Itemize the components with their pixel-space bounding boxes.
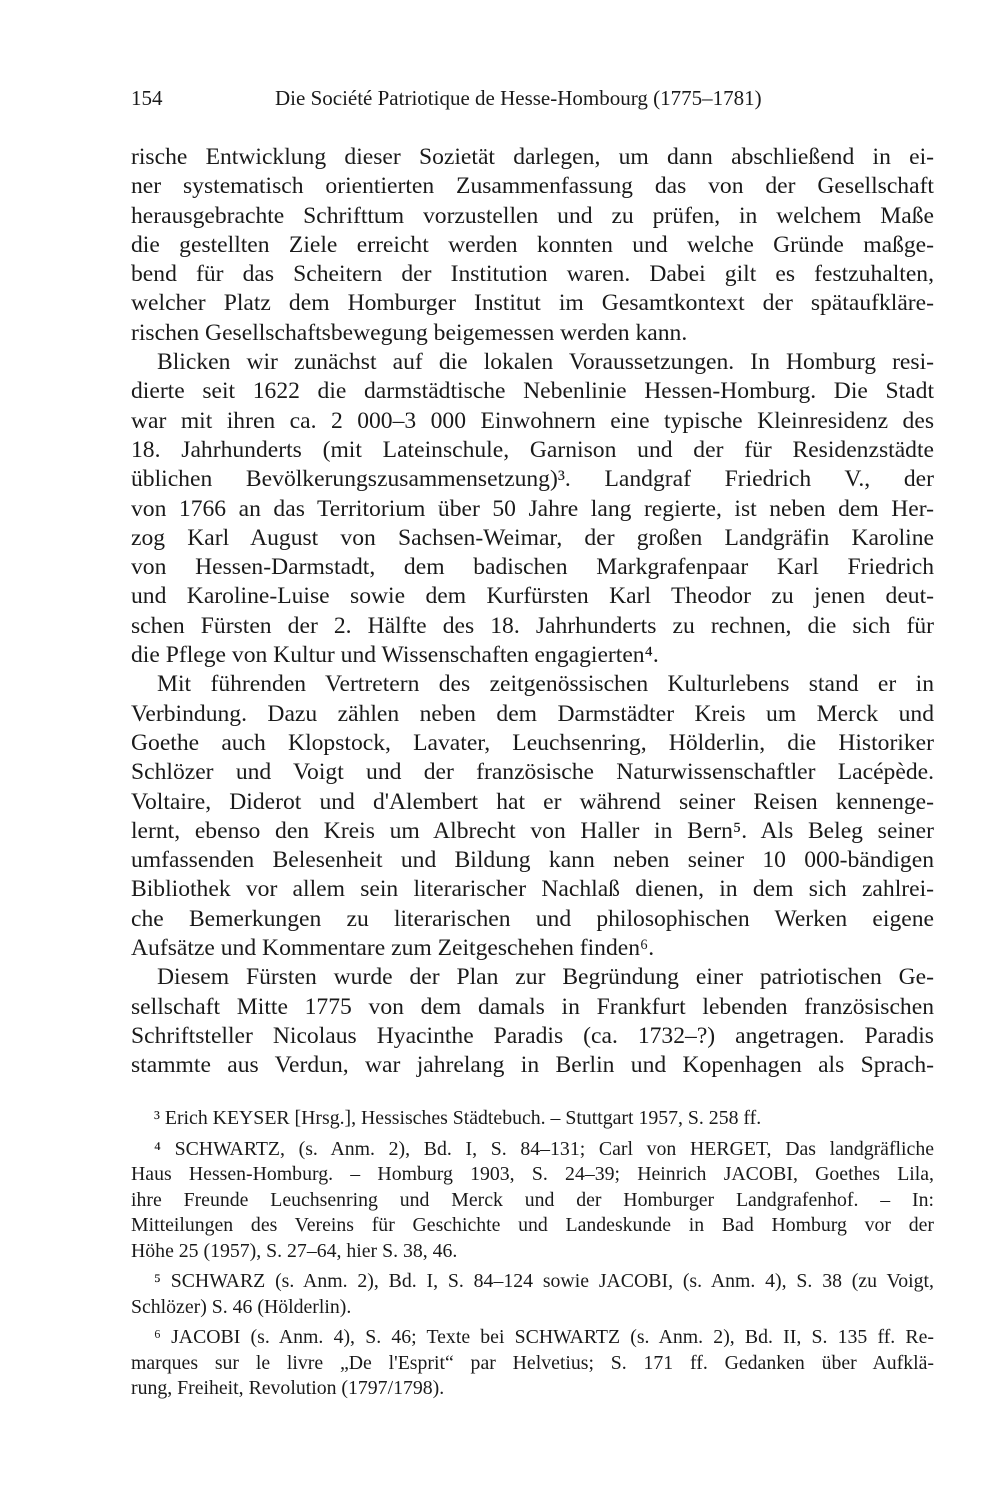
text-line: Mit führenden Vertretern des zeitgenössischen Kulturlebens stand er in — [157, 671, 934, 698]
paragraph — [131, 670, 934, 963]
text-line: welcher Platz dem Homburger Institut im Gesamtkontext der spätaufkläre- — [131, 290, 934, 317]
text-line: Diesem Fürsten wurde der Plan zur Begründung einer patriotischen Ge- — [157, 964, 934, 991]
text-line: Voltaire, Diderot und d'Alembert hat er während seiner Reisen kennenge- — [131, 788, 934, 815]
text-line: rische Entwicklung dieser Sozietät darlegen, um dann abschließend in ei- — [131, 144, 934, 170]
running-title: Die Société Patriotique de Hesse-Hombourg (1775–1781) — [275, 86, 762, 110]
text-line: von Hessen-Darmstadt, dem badischen Markgrafenpaar Karl Friedrich — [131, 554, 934, 581]
text-line: war mit ihren ca. 2 000–3 000 Einwohnern eine typische Kleinresidenz des — [131, 407, 934, 434]
footnote-line: ⁵ SCHWARZ (s. Anm. 2), Bd. I, S. 84–124 sowie JACOBI, (s. Anm. 4), S. 38 (zu Voigt, — [154, 1270, 934, 1292]
text-line: Schriftsteller Nicolaus Hyacinthe Paradis (ca. 1732–?) angetragen. Paradis — [131, 1022, 934, 1049]
text-line: Goethe auch Klopstock, Lavater, Leuchsenring, Hölderlin, die Historiker — [131, 729, 934, 756]
footnote-line: Haus Hessen-Homburg. – Homburg 1903, S. 24–39; Heinrich JACOBI, Goethes Lila, — [131, 1163, 934, 1185]
footnote — [131, 1137, 934, 1265]
footnote-line: ihre Freunde Leuchsenring und Merck und der Homburger Landgrafenhof. – In: — [131, 1188, 934, 1211]
text-line: umfassenden Belesenheit und Bildung kann neben seiner 10 000-bändigen — [131, 847, 934, 874]
text-line: che Bemerkungen zu literarischen und philosophischen Werken eigene — [131, 905, 934, 932]
page-number: 154 — [131, 86, 163, 110]
text-line: und Karoline-Luise sowie dem Kurfürsten Karl Theodor zu jenen deut- — [131, 583, 934, 610]
text-line: dierte seit 1622 die darmstädtische Nebenlinie Hessen-Homburg. Die Stadt — [131, 378, 934, 405]
text-line: die gestellten Ziele erreicht werden konnten und welche Gründe maßge- — [131, 231, 934, 258]
text-line: Aufsätze und Kommentare zum Zeitgeschehen finden⁶. — [131, 935, 655, 962]
text-line: üblichen Bevölkerungszusammensetzung)³. Landgraf Friedrich V., der — [131, 466, 934, 493]
text-line: Verbindung. Dazu zählen neben dem Darmstädter Kreis um Merck und — [131, 700, 934, 727]
footnote-line: ³ Erich KEYSER [Hrsg.], Hessisches Städtebuch. – Stuttgart 1957, S. 258 ff. — [154, 1107, 762, 1129]
text-line: Schlözer und Voigt und der französische Naturwissenschaftler Lacépède. — [131, 759, 934, 786]
text-line: sellschaft Mitte 1775 von dem damals in Frankfurt lebenden französischen — [131, 993, 934, 1020]
text-line: stammte aus Verdun, war jahrelang in Berlin und Kopenhagen als Sprach- — [131, 1052, 934, 1079]
text-line: die Pflege von Kultur und Wissenschaften engagierten⁴. — [131, 642, 659, 669]
text-line: schen Fürsten der 2. Hälfte des 18. Jahrhunderts zu rechnen, die sich für — [131, 612, 934, 639]
footnote-line: Höhe 25 (1957), S. 27–64, hier S. 38, 46. — [131, 1239, 458, 1262]
paragraph — [131, 143, 934, 348]
paragraph — [131, 963, 934, 1080]
footnote-line: ⁶ JACOBI (s. Anm. 4), S. 46; Texte bei SCHWARTZ (s. Anm. 2), Bd. II, S. 135 ff. Re- — [154, 1326, 934, 1348]
footnote — [131, 1325, 934, 1402]
body-text — [131, 143, 934, 1081]
footnote-line: rung, Freiheit, Revolution (1797/1798). — [131, 1377, 445, 1399]
text-line: zog Karl August von Sachsen-Weimar, der großen Landgräfin Karoline — [131, 524, 934, 551]
text-line: herausgebrachte Schrifttum vorzustellen und zu prüfen, in welchem Maße — [131, 202, 934, 229]
footnote-line: Schlözer) S. 46 (Hölderlin). — [131, 1295, 352, 1318]
footnote-line: ⁴ SCHWARTZ, (s. Anm. 2), Bd. I, S. 84–131; Carl von HERGET, Das landgräfliche — [154, 1137, 934, 1160]
text-line: bend für das Scheitern der Institution waren. Dabei gilt es festzuhalten, — [131, 261, 934, 288]
footnote-line: Mitteilungen des Vereins für Geschichte und Landeskunde in Bad Homburg vor der — [131, 1214, 934, 1236]
text-line: rischen Gesellschaftsbewegung beigemessen werden kann. — [131, 319, 688, 346]
footnote — [131, 1269, 934, 1320]
text-line: Blicken wir zunächst auf die lokalen Voraussetzungen. In Homburg resi- — [157, 349, 934, 376]
text-line: ner systematisch orientierten Zusammenfassung das von der Gesellschaft — [131, 173, 934, 200]
text-line: 18. Jahrhunderts (mit Lateinschule, Garnison und der für Residenzstädte — [131, 436, 934, 463]
text-line: Bibliothek vor allem sein literarischer Nachlaß dienen, in dem sich zahlrei- — [131, 876, 934, 903]
paragraph — [131, 348, 934, 670]
text-line: lernt, ebenso den Kreis um Albrecht von Haller in Bern⁵. Als Beleg seiner — [131, 817, 934, 844]
text-line: von 1766 an das Territorium über 50 Jahre lang regierte, ist neben dem Her- — [131, 495, 934, 522]
footnotes — [131, 1106, 934, 1407]
footnote — [131, 1106, 934, 1132]
footnote-line: marques sur le livre „De l'Esprit“ par Helvetius; S. 171 ff. Gedanken über Aufklä- — [131, 1351, 934, 1374]
